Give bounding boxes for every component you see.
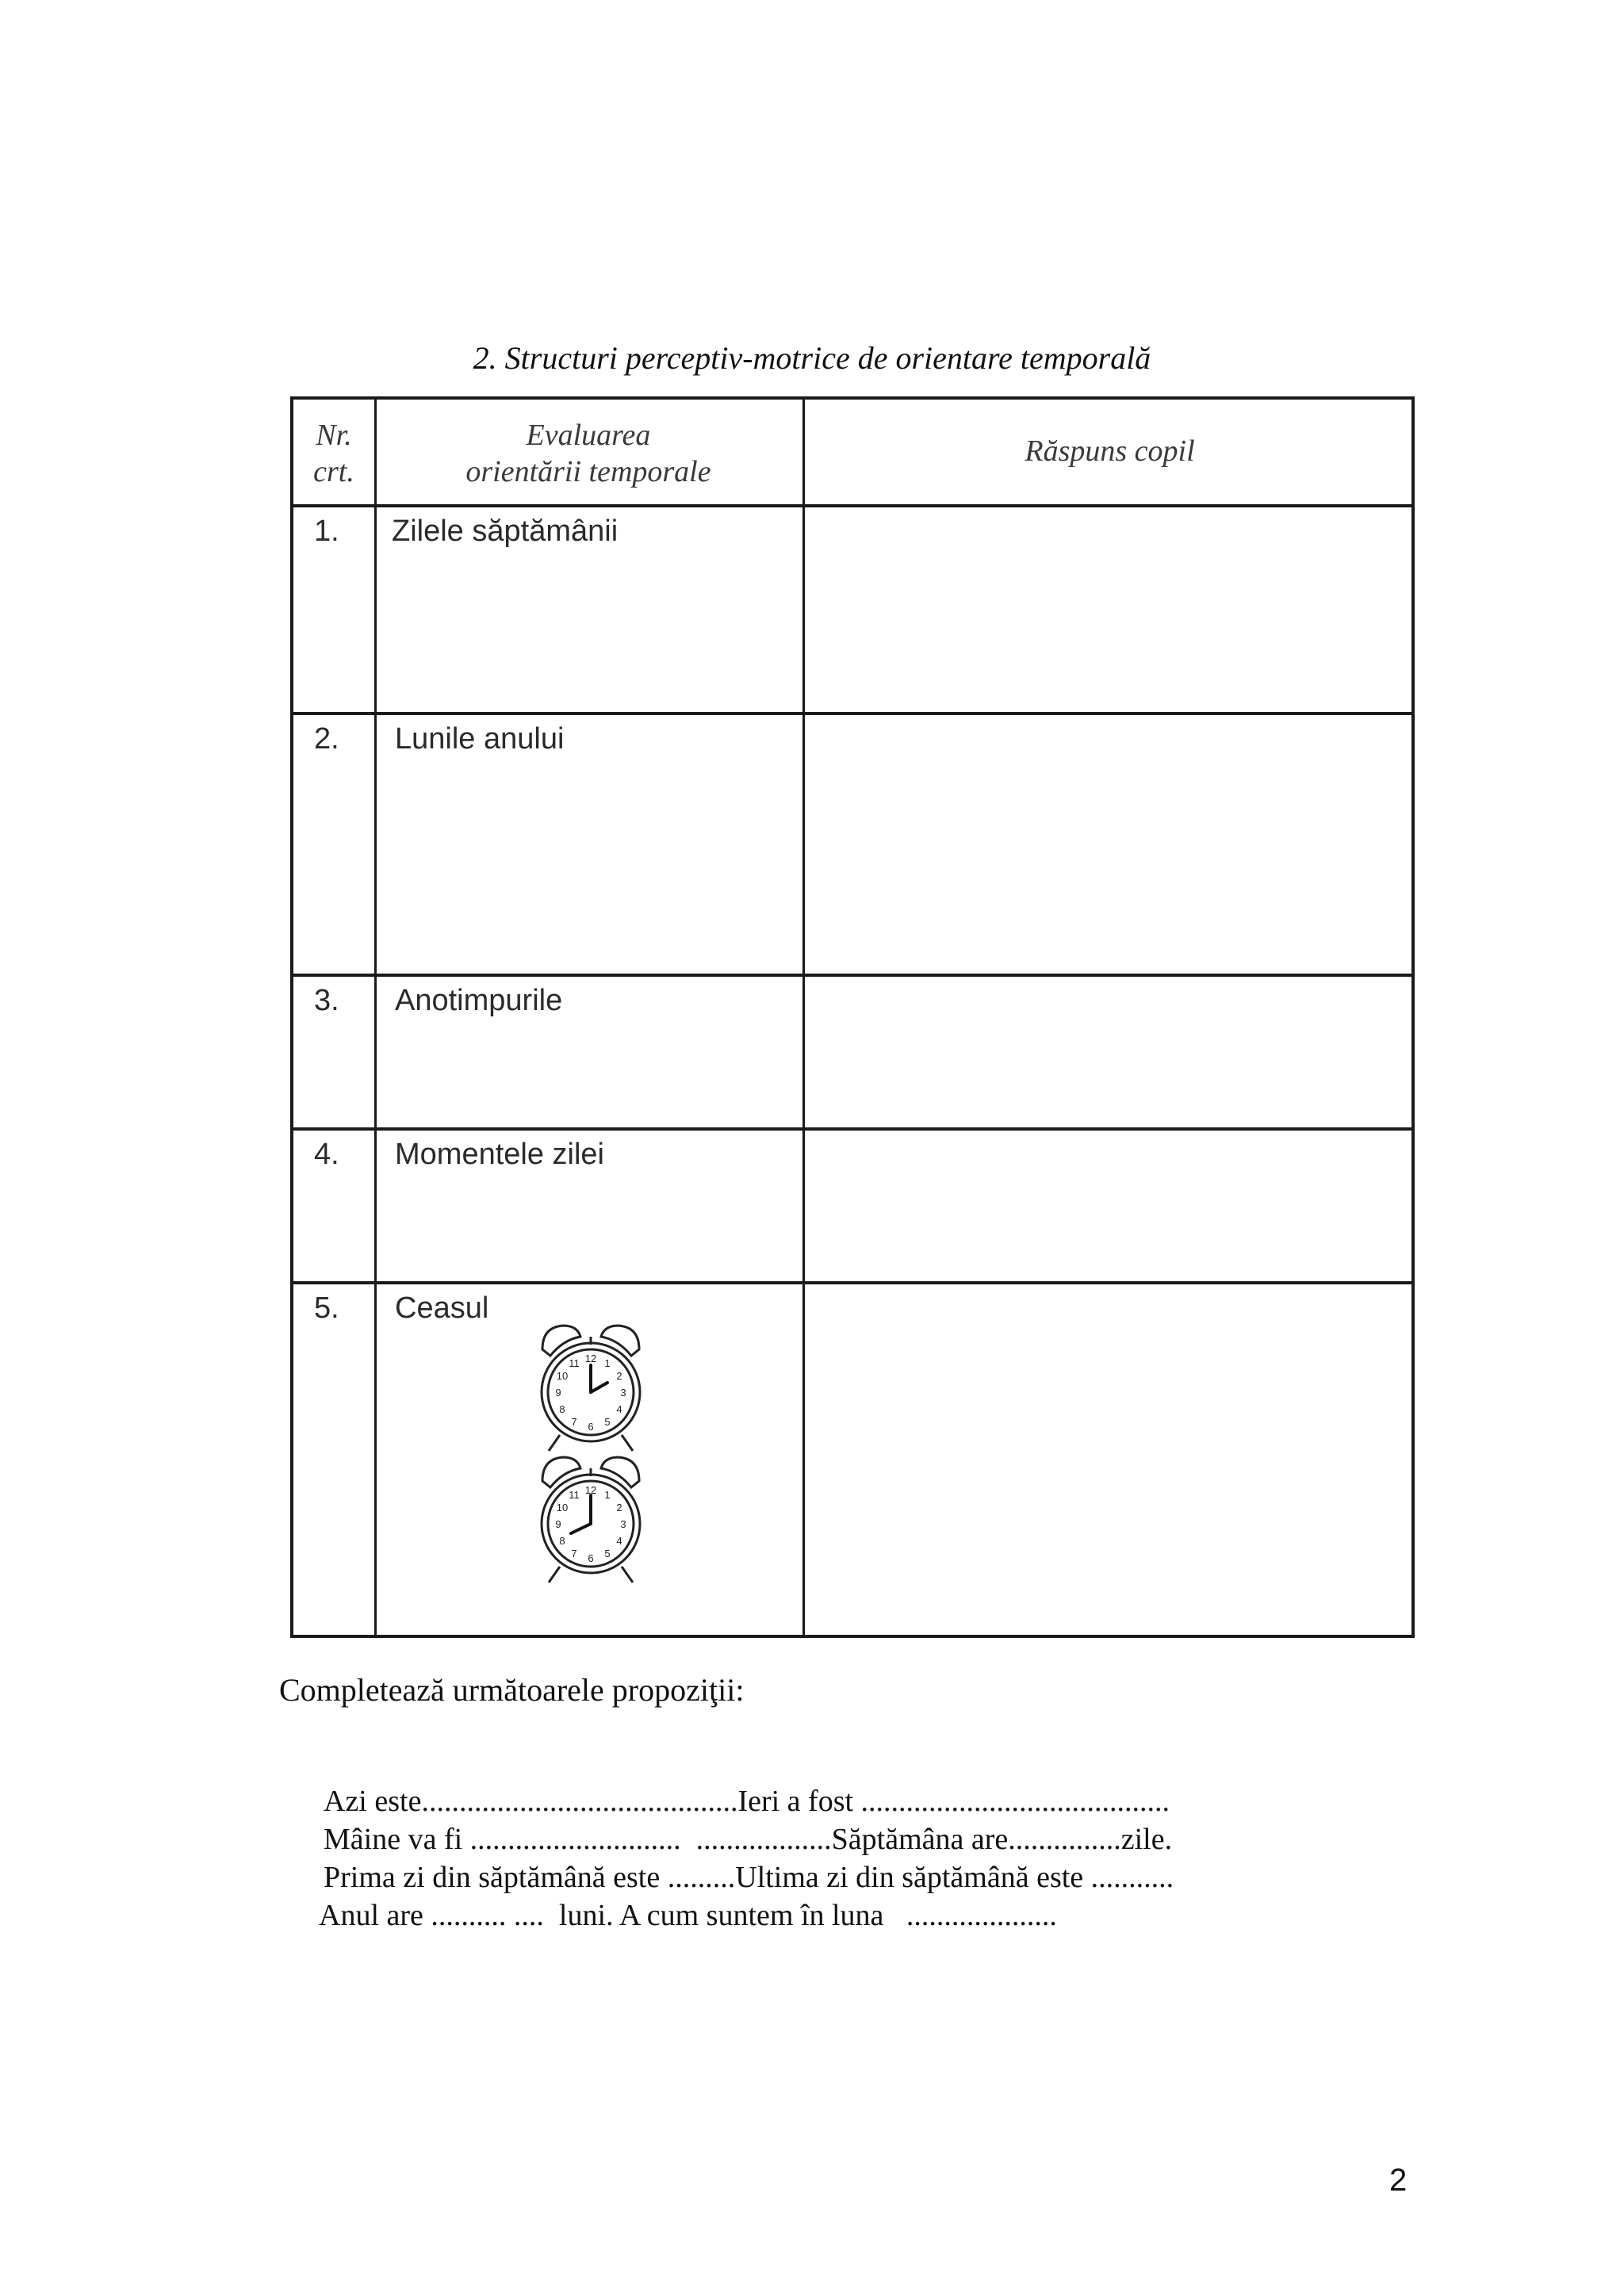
response-cell[interactable]	[805, 1131, 1411, 1281]
row-label: Momentele zilei	[395, 1138, 604, 1171]
svg-text:9: 9	[555, 1518, 561, 1530]
header-nr-line2: crt.	[313, 455, 354, 488]
svg-text:1: 1	[604, 1489, 611, 1501]
row-number: 3.	[314, 984, 339, 1017]
row-number: 5.	[314, 1292, 339, 1325]
response-cell[interactable]	[805, 1284, 1411, 1636]
svg-text:8: 8	[559, 1535, 565, 1547]
page-number: 2	[1389, 2163, 1408, 2198]
row-number: 4.	[314, 1138, 339, 1171]
svg-text:11: 11	[569, 1489, 580, 1501]
alarm-clock-icon	[531, 1451, 650, 1586]
svg-text:7: 7	[571, 1548, 577, 1559]
sentence: Anul are .......... .... luni. A cum suntem în luna ....................	[319, 1899, 1057, 1932]
row-number: 1.	[314, 515, 339, 548]
svg-text:1: 1	[604, 1357, 611, 1369]
svg-text:5: 5	[604, 1416, 611, 1428]
svg-text:6: 6	[588, 1552, 594, 1564]
svg-text:2: 2	[616, 1502, 622, 1513]
svg-text:4: 4	[616, 1403, 622, 1415]
alarm-clock-icon	[531, 1319, 650, 1454]
row-label: Zilele săptămânii	[392, 515, 619, 548]
row-number: 2.	[314, 722, 339, 756]
svg-text:3: 3	[620, 1518, 626, 1530]
fill-in-sentences	[319, 1782, 1174, 1934]
instruction-text: Completează următoarele propoziţii:	[279, 1672, 745, 1708]
header-evaluation-line2: orientării temporale	[465, 455, 711, 488]
sentence: Mâine va fi ............................ ..................Săptămâna are...............zile.	[324, 1823, 1173, 1856]
header-response: Răspuns copil	[1025, 434, 1195, 468]
header-nr-line1: Nr.	[316, 419, 352, 452]
row-label: Anotimpurile	[395, 984, 563, 1017]
evaluation-table	[290, 396, 1415, 1638]
svg-text:6: 6	[588, 1421, 594, 1433]
page-title: 2. Structuri perceptiv-motrice de orientare temporală	[473, 340, 1151, 376]
svg-text:2: 2	[616, 1370, 622, 1382]
row-label: Ceasul	[395, 1292, 489, 1325]
svg-text:9: 9	[555, 1387, 561, 1399]
header-evaluation	[374, 417, 802, 490]
svg-text:3: 3	[620, 1387, 626, 1399]
header-nr-crt	[293, 417, 374, 490]
sentence: Prima zi din săptămână este .........Ultima zi din săptămână este ...........	[324, 1861, 1174, 1894]
svg-text:10: 10	[556, 1370, 569, 1382]
row-label: Lunile anului	[395, 722, 565, 756]
svg-text:12: 12	[584, 1484, 597, 1496]
svg-text:10: 10	[556, 1502, 569, 1513]
svg-text:5: 5	[604, 1548, 611, 1559]
sentence: Azi este..........................................Ieri a fost .........................................	[324, 1785, 1170, 1818]
svg-text:11: 11	[569, 1357, 580, 1369]
header-evaluation-line1: Evaluarea	[526, 419, 651, 452]
response-cell[interactable]	[805, 507, 1411, 712]
svg-text:12: 12	[584, 1353, 597, 1364]
response-cell[interactable]	[805, 715, 1411, 974]
svg-text:4: 4	[616, 1535, 622, 1547]
column-divider	[374, 400, 377, 1635]
svg-text:7: 7	[571, 1416, 577, 1428]
svg-text:8: 8	[559, 1403, 565, 1415]
response-cell[interactable]	[805, 977, 1411, 1127]
